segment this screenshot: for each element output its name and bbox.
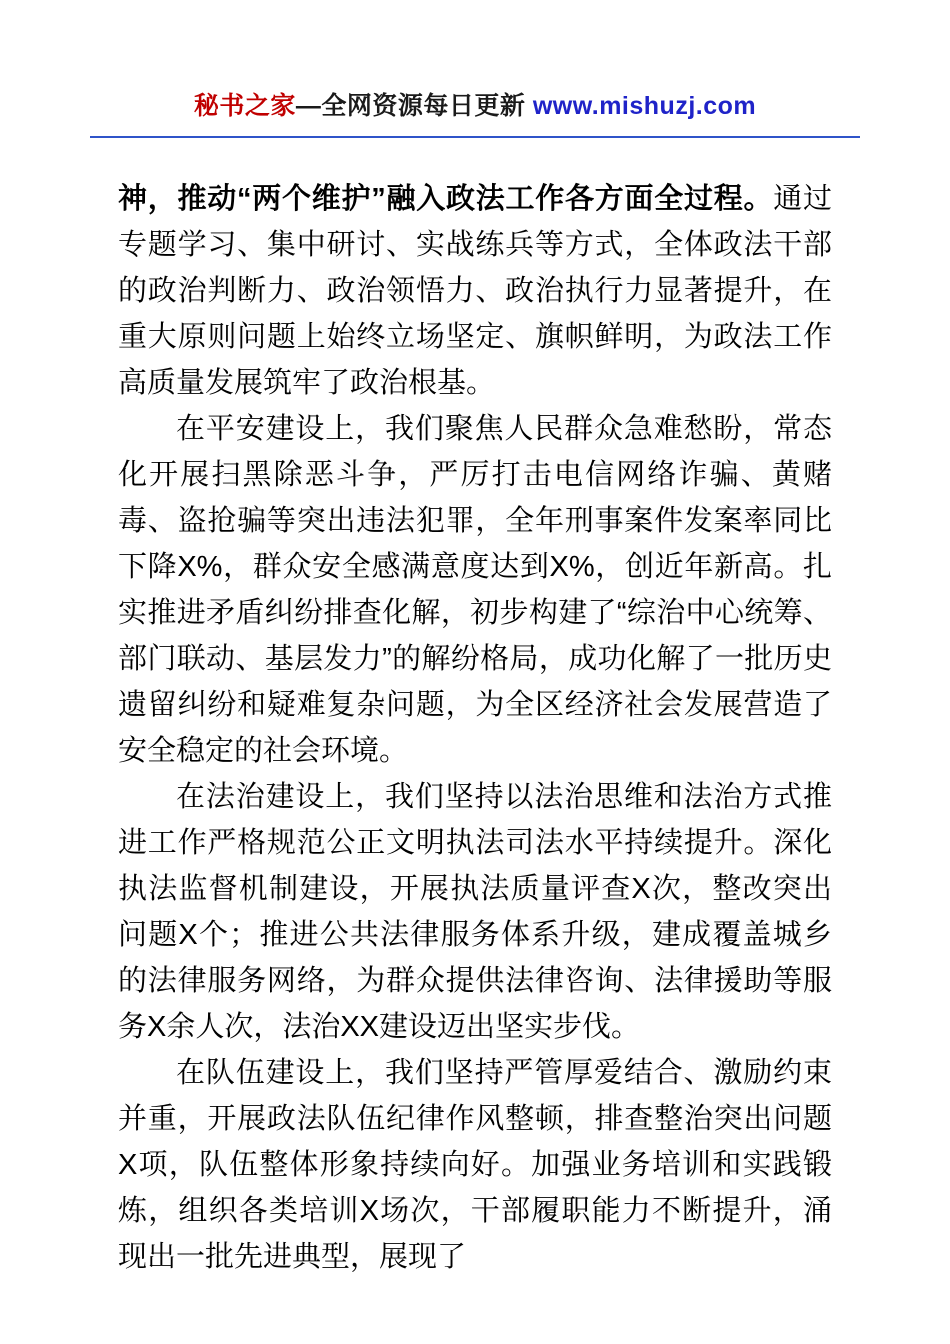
document-body [118,176,832,1280]
paragraph-2 [118,406,832,774]
site-header [0,0,950,122]
site-url: www.mishuzj.com [532,92,757,120]
paragraph-2-text: 在平安建设上，我们聚焦人民群众急难愁盼，常态化开展扫黑除恶斗争，严厉打击电信网络诈骗、黄赌毒、盗抢骗等突出违法犯罪，全年刑事案件发案率同比下降X%，群众安全感满意度达到X%，创近年新高。扎实推进矛盾纠纷排查化解，初步构建了“综治中心统筹、部门联动、基层发力”的解纷格局，成功化解了一批历史遗留纠纷和疑难复杂问题，为全区经济社会发展营造了安全稳定的社会环境。 [118,413,832,767]
paragraph-1-text: 通过专题学习、集中研讨、实战练兵等方式，全体政法干部的政治判断力、政治领悟力、政治执行力显著提升，在重大原则问题上始终立场坚定、旗帜鲜明，为政法工作高质量发展筑牢了政治根基。 [118,183,832,399]
site-brand: 秘书之家 [193,92,296,120]
header-divider-rule [90,136,860,138]
paragraph-4 [118,1050,832,1280]
site-tagline: —全网资源每日更新 [295,92,533,120]
paragraph-4-text: 在队伍建设上，我们坚持严管厚爱结合、激励约束并重，开展政法队伍纪律作风整顿，排查整治突出问题X项，队伍整体形象持续向好。加强业务培训和实践锻炼，组织各类培训X场次，干部履职能力不断提升，涌现出一批先进典型，展现了 [118,1057,832,1273]
paragraph-3 [118,774,832,1050]
paragraph-1 [118,176,832,406]
paragraph-3-text: 在法治建设上，我们坚持以法治思维和法治方式推进工作严格规范公正文明执法司法水平持续提升。深化执法监督机制建设，开展执法质量评查X次，整改突出问题X个；推进公共法律服务体系升级，建成覆盖城乡的法律服务网络，为群众提供法律咨询、法律援助等服务X余人次，法治XX建设迈出坚实步伐。 [118,781,832,1043]
paragraph-1-bold-lead: 神，推动“两个维护”融入政法工作各方面全过程。 [118,183,774,215]
